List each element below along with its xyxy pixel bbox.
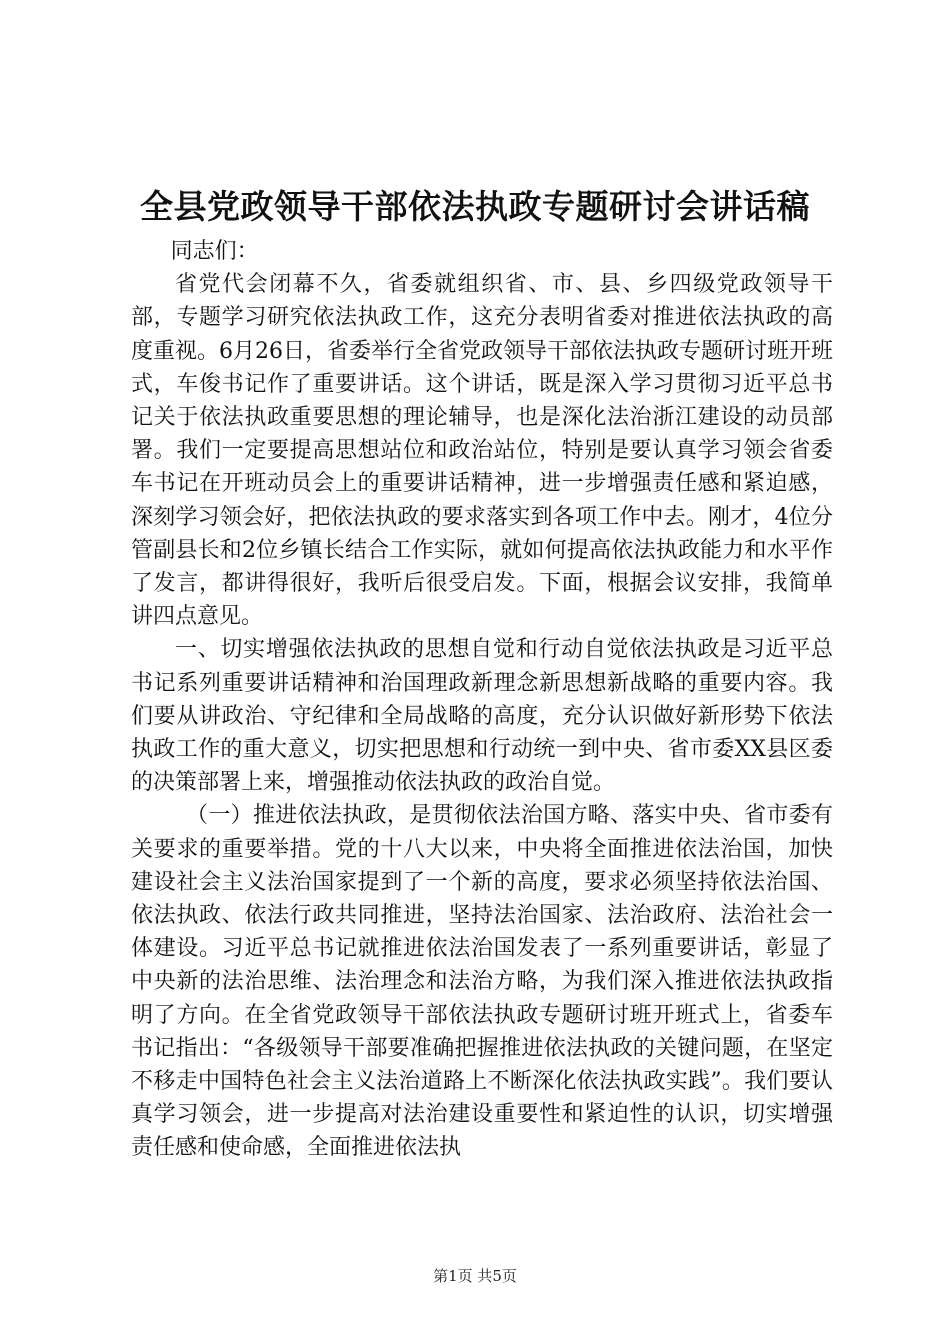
document-title: 全县党政领导干部依法执政专题研讨会讲话稿 bbox=[140, 187, 810, 226]
salutation: 同志们： bbox=[170, 239, 259, 264]
page-number-footer: 第1页 共5页 bbox=[433, 1267, 517, 1285]
document-body bbox=[131, 235, 833, 1165]
paragraph-intro: 省党代会闭幕不久，省委就组织省、市、县、乡四级党政领导干部，专题学习研究依法执政工作，这充分表明省委对推进依法执政的高度重视。6月26日，省委举行全省党政领导干部依法执政专题研讨班开班式，车俊书记作了重要讲话。这个讲话，既是深入学习贯彻习近平总书记关于依法执政重要思想的理论辅导，也是深化法治浙江建设的动员部署。我们一定要提高思想站位和政治站位，特别是要认真学习领会省委车书记在开班动员会上的重要讲话精神，进一步增强责任感和紧迫感，深刻学习领会好，把依法执政的要求落实到各项工作中去。刚才，4位分管副县长和2位乡镇长结合工作实际，就如何提高依法执政能力和水平作了发言，都讲得很好，我听后很受启发。下面，根据会议安排，我简单讲四点意见。 bbox=[131, 272, 833, 630]
paragraph-subsection-one: （一）推进依法执政，是贯彻依法治国方略、落实中央、省市委有关要求的重要举措。党的十八大以来，中央将全面推进依法治国，加快建设社会主义法治国家提到了一个新的高度，要求必须坚持依法治国、依法执政、依法行政共同推进，坚持法治国家、法治政府、法治社会一体建设。习近平总书记就推进依法治国发表了一系列重要讲话，彰显了中央新的法治思维、法治理念和法治方略，为我们深入推进依法执政指明了方向。在全省党政领导干部依法执政专题研讨班开班式上，省委车书记指出：“各级领导干部要准确把握推进依法执政的关键问题，在坚定不移走中国特色社会主义法治道路上不断深化依法执政实践”。我们要认真学习领会，进一步提高对法治建设重要性和紧迫性的认识，切实增强责任感和使命感，全面推进依法执 bbox=[131, 803, 833, 1161]
paragraph-section-one: 一、切实增强依法执政的思想自觉和行动自觉依法执政是习近平总书记系列重要讲话精神和治国理政新理念新思想新战略的重要内容。我们要从讲政治、守纪律和全局战略的高度，充分认识做好新形势下依法执政工作的重大意义，切实把思想和行动统一到中央、省市委XX县区委的决策部署上来，增强推动依法执政的政治自觉。 bbox=[131, 637, 833, 796]
